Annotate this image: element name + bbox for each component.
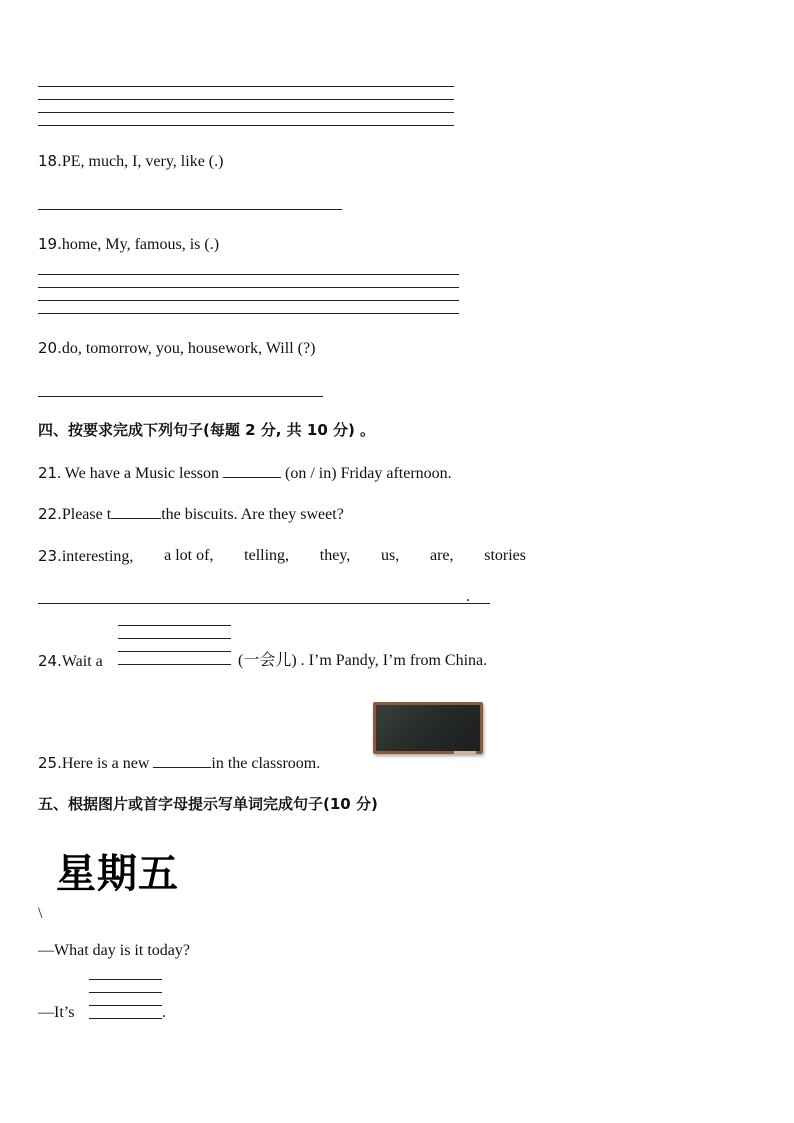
question-text-after: in the classroom.: [211, 755, 321, 772]
answer-line: [118, 638, 231, 639]
fill-blank-21[interactable]: [223, 463, 281, 478]
answer-line: [89, 979, 162, 980]
question-number: 24.: [38, 652, 62, 670]
answer-line-20[interactable]: [38, 396, 323, 397]
question-number: 18.: [38, 152, 62, 170]
question-22: [38, 504, 344, 525]
answer-line: [38, 274, 459, 275]
sentence-end-period: .: [466, 588, 470, 605]
question-text: PE, much, I, very, like (.): [61, 153, 224, 170]
word-option: a lot of,: [164, 547, 214, 564]
question-23: [38, 546, 526, 567]
dialog-answer: —It’s: [38, 1004, 75, 1021]
question-18: [38, 151, 223, 172]
question-number: 22.: [38, 505, 62, 523]
question-20: [38, 338, 315, 359]
question-number: 25.: [38, 754, 62, 772]
answer-line: [38, 125, 454, 126]
question-25: [38, 753, 320, 774]
word-option: telling,: [244, 547, 290, 564]
dialog-answer-period: .: [162, 1004, 166, 1021]
question-number: 23.: [38, 547, 62, 565]
answer-line: [118, 664, 231, 665]
answer-line: [118, 651, 231, 652]
dialog-question: —What day is it today?: [38, 942, 190, 959]
stray-backslash: \: [38, 905, 43, 922]
word-option: us,: [381, 547, 400, 564]
question-24: [38, 651, 103, 672]
question-text-after: the biscuits. Are they sweet?: [161, 506, 344, 523]
answer-line: [89, 1018, 162, 1019]
word-option: are,: [429, 547, 454, 564]
question-number: 19.: [38, 235, 62, 253]
answer-line-18[interactable]: [38, 209, 342, 210]
section-4-heading: 四、按要求完成下列句子(每题 2 分, 共 10 分) 。: [38, 421, 376, 439]
answer-line-23[interactable]: [38, 603, 490, 604]
answer-line: [89, 992, 162, 993]
answer-line: [38, 99, 454, 100]
question-text: do, tomorrow, you, housework, Will (?): [61, 340, 316, 357]
picture-friday-characters: 星期五: [56, 851, 179, 897]
question-text: home, My, famous, is (.): [61, 236, 220, 253]
answer-line: [118, 625, 231, 626]
answer-line: [38, 112, 454, 113]
word-option: stories: [484, 547, 526, 564]
answer-line: [38, 287, 459, 288]
answer-line: [38, 313, 459, 314]
question-text-before: . We have a Music lesson: [57, 465, 224, 482]
fill-blank-22[interactable]: [111, 504, 161, 519]
question-text-after: (on / in) Friday afternoon.: [281, 465, 452, 482]
question-21: [38, 463, 452, 484]
question-number: 21: [38, 464, 58, 482]
section-5-heading: 五、根据图片或首字母提示写单词完成句子(10 分): [38, 795, 378, 813]
answer-line: [38, 86, 454, 87]
question-number: 20.: [38, 339, 62, 357]
word-option: they,: [319, 547, 351, 564]
fill-blank-25[interactable]: [153, 753, 211, 768]
word-option: interesting,: [61, 548, 134, 565]
answer-line: [89, 1005, 162, 1006]
blackboard-image: [373, 702, 483, 754]
question-19: [38, 234, 219, 255]
answer-line: [38, 300, 459, 301]
question-text-before: Here is a new: [61, 755, 154, 772]
question-24-hint: (一会儿) . I’m Pandy, I’m from China.: [238, 652, 488, 669]
question-text-before: Please t: [61, 506, 112, 523]
question-text-before: Wait a: [61, 653, 103, 670]
